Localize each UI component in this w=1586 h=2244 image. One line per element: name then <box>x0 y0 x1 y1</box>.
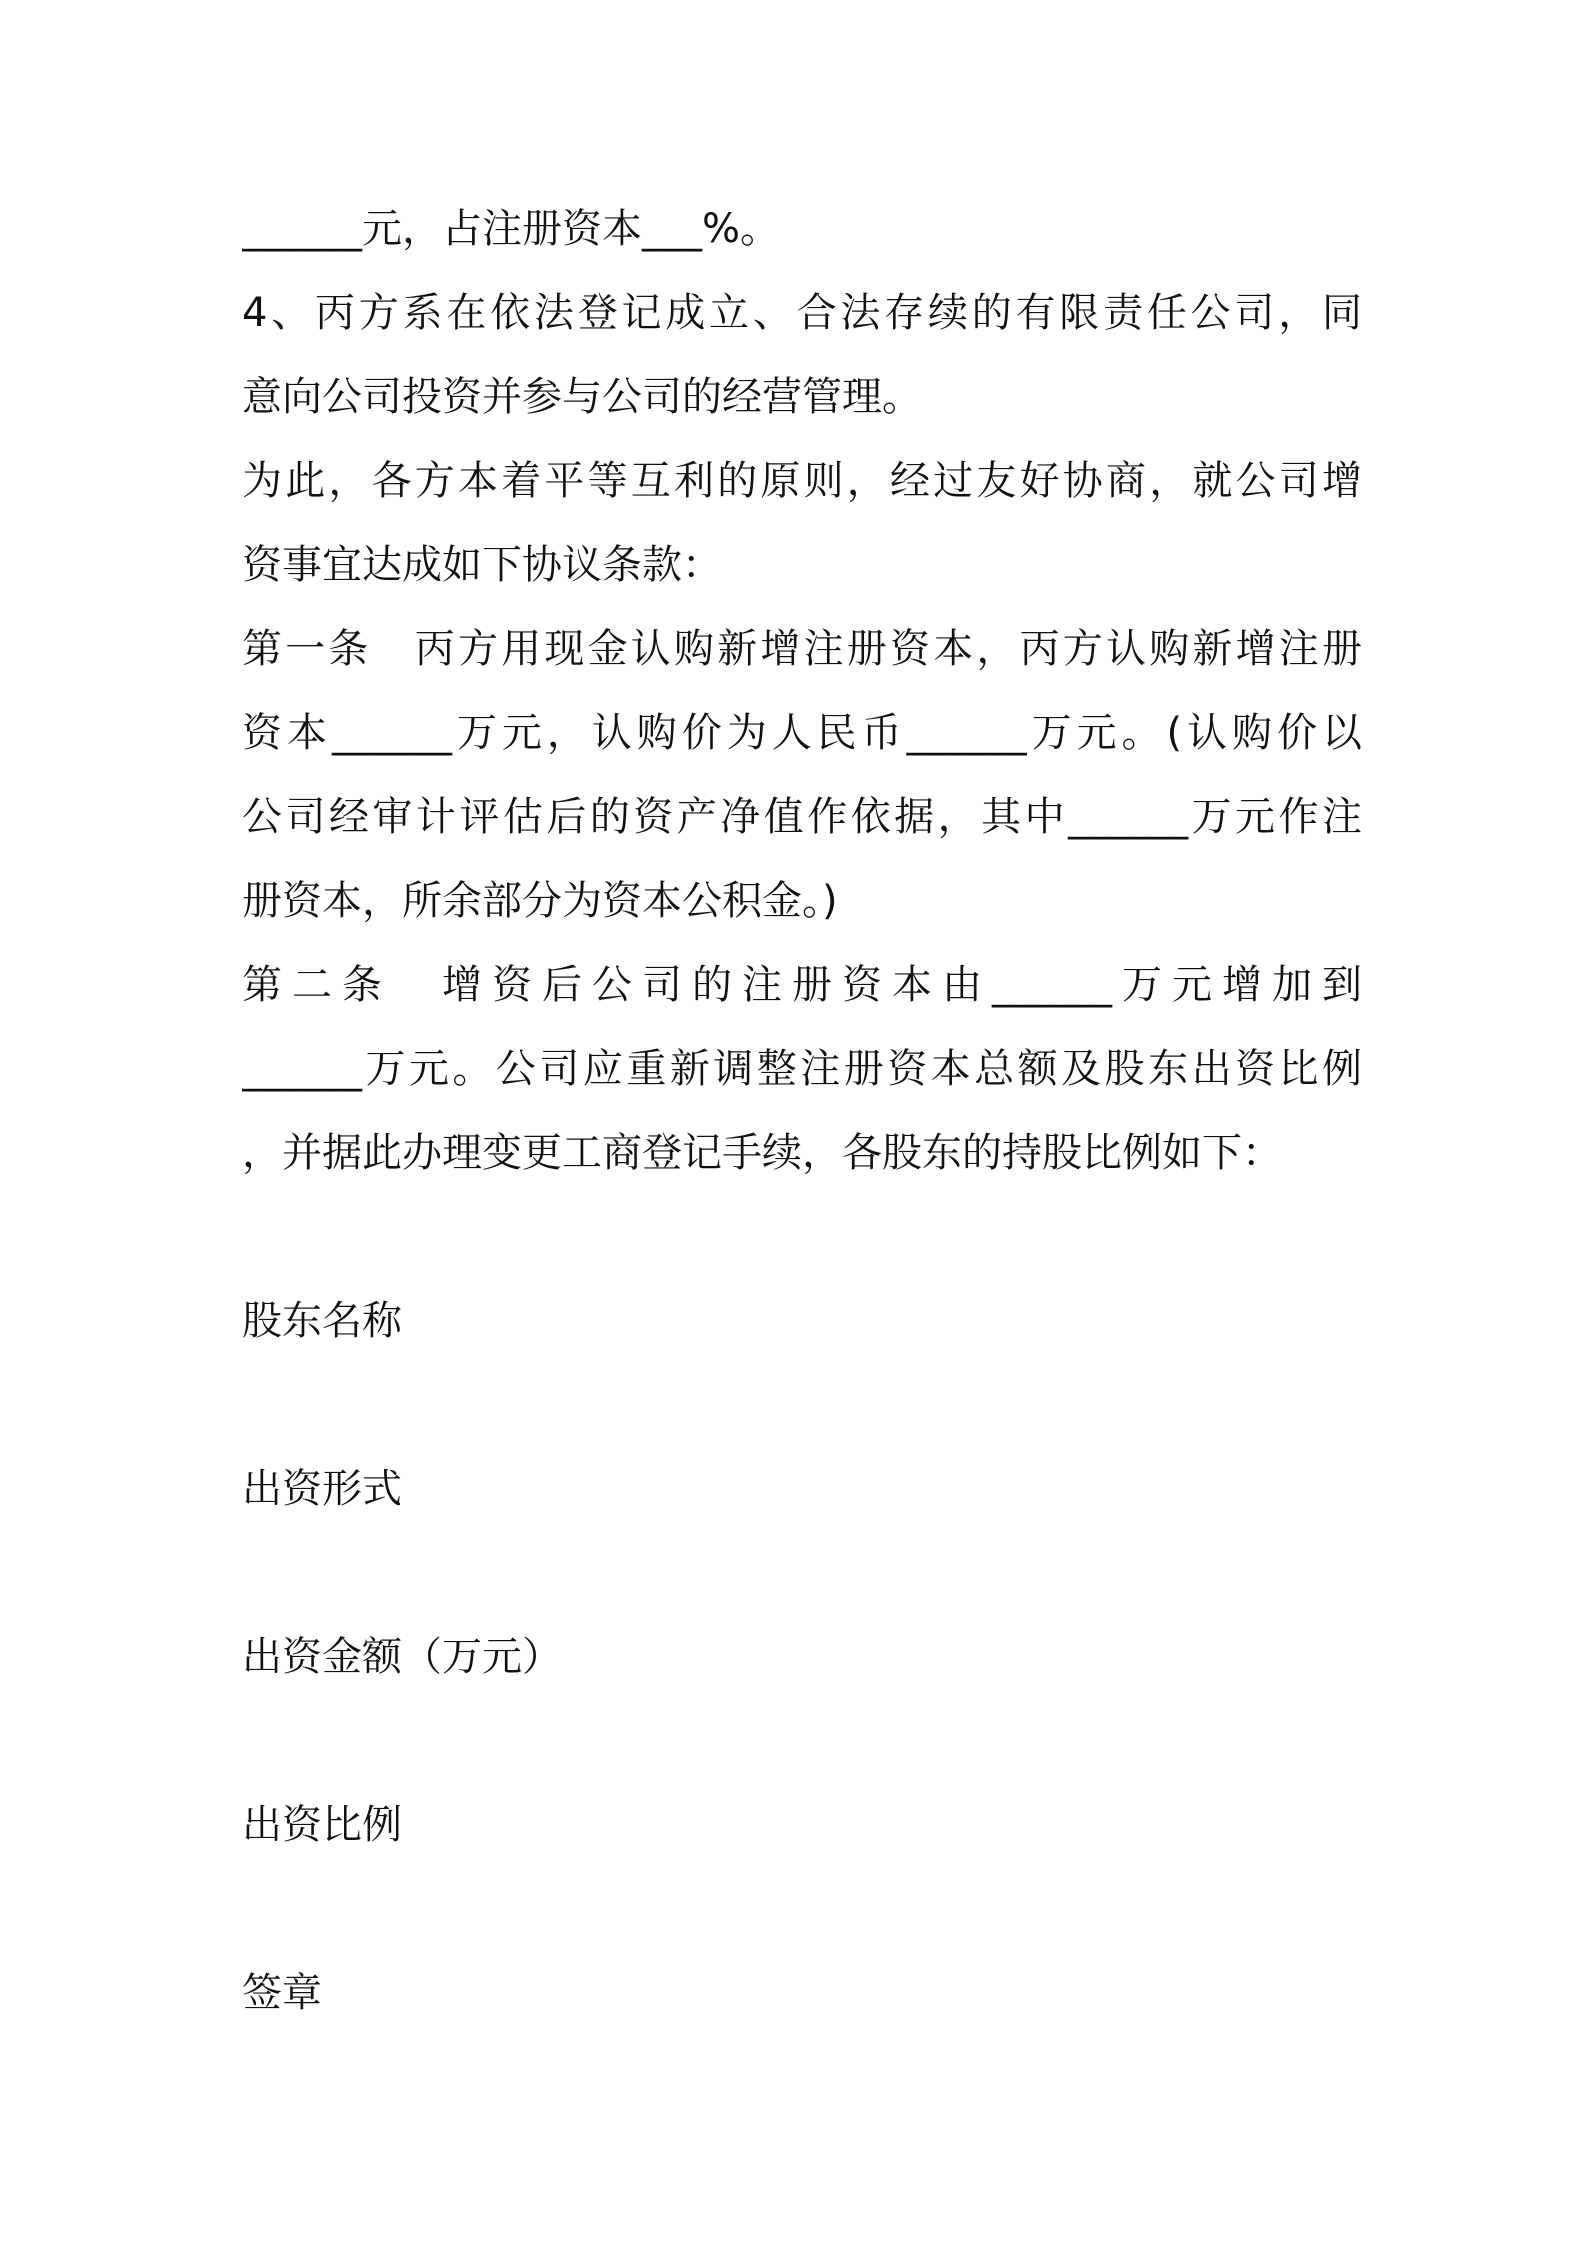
label-contribution-ratio: 出资比例 <box>242 1802 402 1848</box>
article-two-line-3: ，并据此办理变更工商登记手续，各股东的持股比例如下： <box>242 1130 1282 1176</box>
article-one-line-1: 第一条 丙方用现金认购新增注册资本，丙方认购新增注册 <box>242 626 1362 672</box>
article-one-line-2: 资本______万元，认购价为人民币______万元。(认购价以 <box>242 710 1362 756</box>
article-one-line-4: 册资本，所余部分为资本公积金。) <box>242 878 838 924</box>
text-line-4: 为此，各方本着平等互利的原则，经过友好协商，就公司增 <box>242 458 1362 504</box>
text-line-1: ______元，占注册资本___%。 <box>242 206 781 252</box>
label-shareholder-name: 股东名称 <box>242 1298 402 1344</box>
article-two-line-1: 第二条 增资后公司的注册资本由______万元增加到 <box>242 962 1362 1008</box>
article-two-line-2: ______万元。公司应重新调整注册资本总额及股东出资比例 <box>242 1046 1362 1092</box>
label-contribution-form: 出资形式 <box>242 1466 402 1512</box>
article-one-line-3: 公司经审计评估后的资产净值作依据，其中______万元作注 <box>242 794 1362 840</box>
label-seal: 签章 <box>242 1970 322 2016</box>
text-line-5: 资事宜达成如下协议条款： <box>242 542 722 588</box>
text-line-2: 4、丙方系在依法登记成立、合法存续的有限责任公司，同 <box>242 290 1362 336</box>
label-contribution-amount: 出资金额（万元） <box>242 1634 562 1680</box>
text-line-3: 意向公司投资并参与公司的经营管理。 <box>242 374 922 420</box>
